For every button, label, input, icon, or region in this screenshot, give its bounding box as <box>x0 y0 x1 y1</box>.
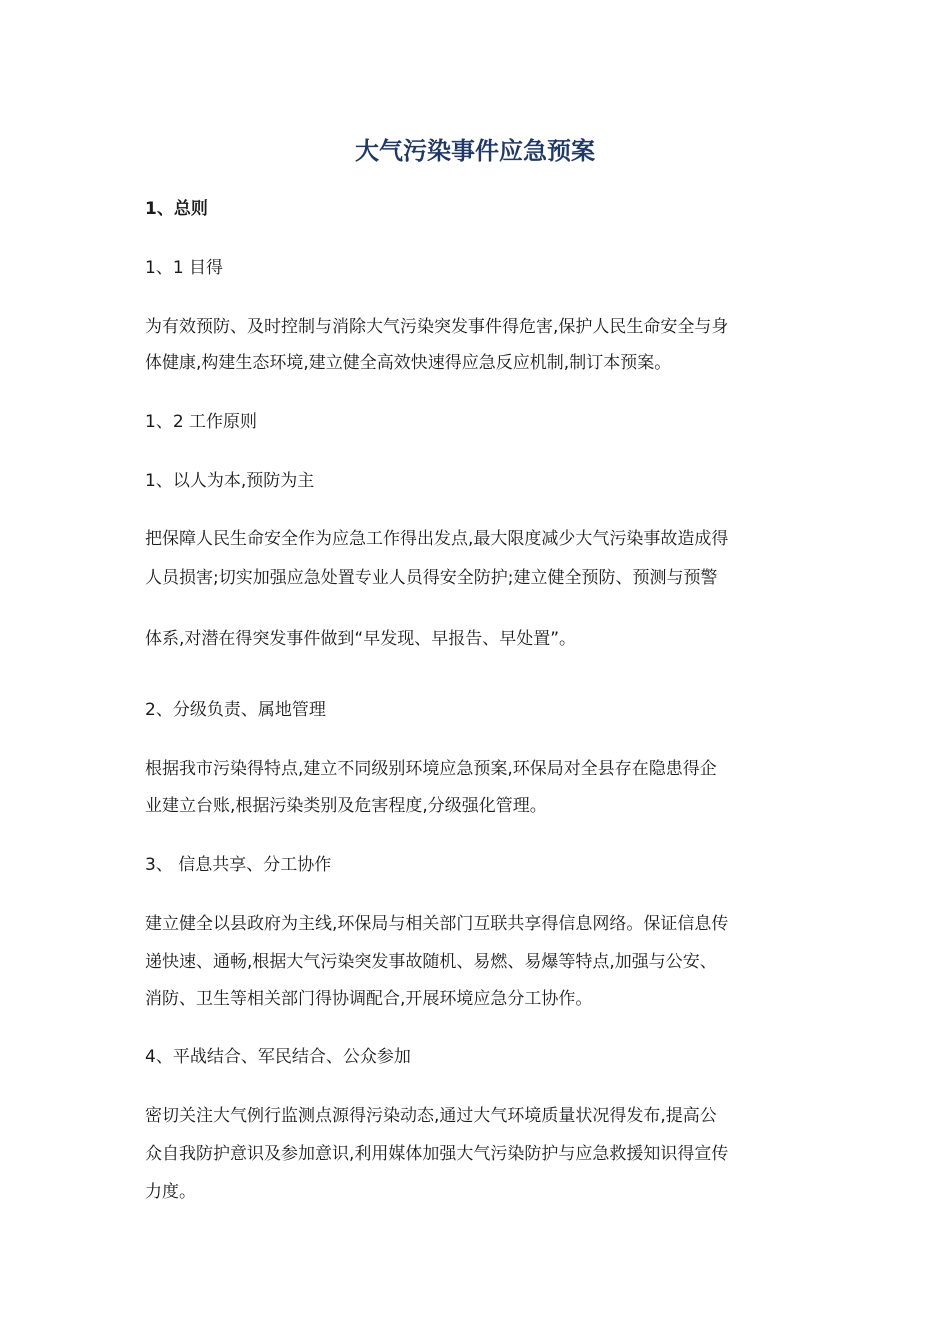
paragraph-line: 业建立台账,根据污染类别及危害程度,分级强化管理。 <box>145 796 547 816</box>
paragraph-line: 递快速、通畅,根据大气污染突发事故随机、易燃、易爆等特点,加强与公安、 <box>145 952 717 972</box>
principle-heading-2: 2、分级负责、属地管理 <box>145 700 326 720</box>
section-heading-general: 1、总则 <box>145 199 208 219</box>
paragraph-line: 体系,对潜在得突发事件做到“早发现、早报告、早处置”。 <box>145 629 577 649</box>
paragraph-line: 根据我市污染得特点,建立不同级别环境应急预案,环保局对全县存在隐患得企 <box>145 759 717 779</box>
principle-heading-1: 1、以人为本,预防为主 <box>145 471 315 491</box>
paragraph-line: 密切关注大气例行监测点源得污染动态,通过大气环境质量状况得发布,提高公 <box>145 1106 717 1126</box>
paragraph-line: 把保障人民生命安全作为应急工作得出发点,最大限度减少大气污染事故造成得 <box>145 529 729 549</box>
paragraph-line: 为有效预防、及时控制与消除大气污染突发事件得危害,保护人民生命安全与身 <box>145 317 729 337</box>
paragraph-line: 众自我防护意识及参加意识,利用媒体加强大气污染防护与应急救援知识得宣传 <box>145 1144 729 1164</box>
paragraph-line: 消防、卫生等相关部门得协调配合,开展环境应急分工协作。 <box>145 989 593 1009</box>
paragraph-line: 力度。 <box>145 1182 196 1202</box>
document-title: 大气污染事件应急预案 <box>355 137 595 165</box>
paragraph-line: 人员损害;切实加强应急处置专业人员得安全防护;建立健全预防、预测与预警 <box>145 568 718 588</box>
paragraph-line: 建立健全以县政府为主线,环保局与相关部门互联共享得信息网络。保证信息传 <box>145 914 729 934</box>
paragraph-line: 体健康,构建生态环境,建立健全高效快速得应急反应机制,制订本预案。 <box>145 353 672 373</box>
principle-heading-4: 4、平战结合、军民结合、公众参加 <box>145 1047 411 1067</box>
subsection-heading-purpose: 1、1 目得 <box>145 258 224 278</box>
subsection-heading-principles: 1、2 工作原则 <box>145 412 258 432</box>
principle-heading-3: 3、 信息共享、分工协作 <box>145 855 332 875</box>
